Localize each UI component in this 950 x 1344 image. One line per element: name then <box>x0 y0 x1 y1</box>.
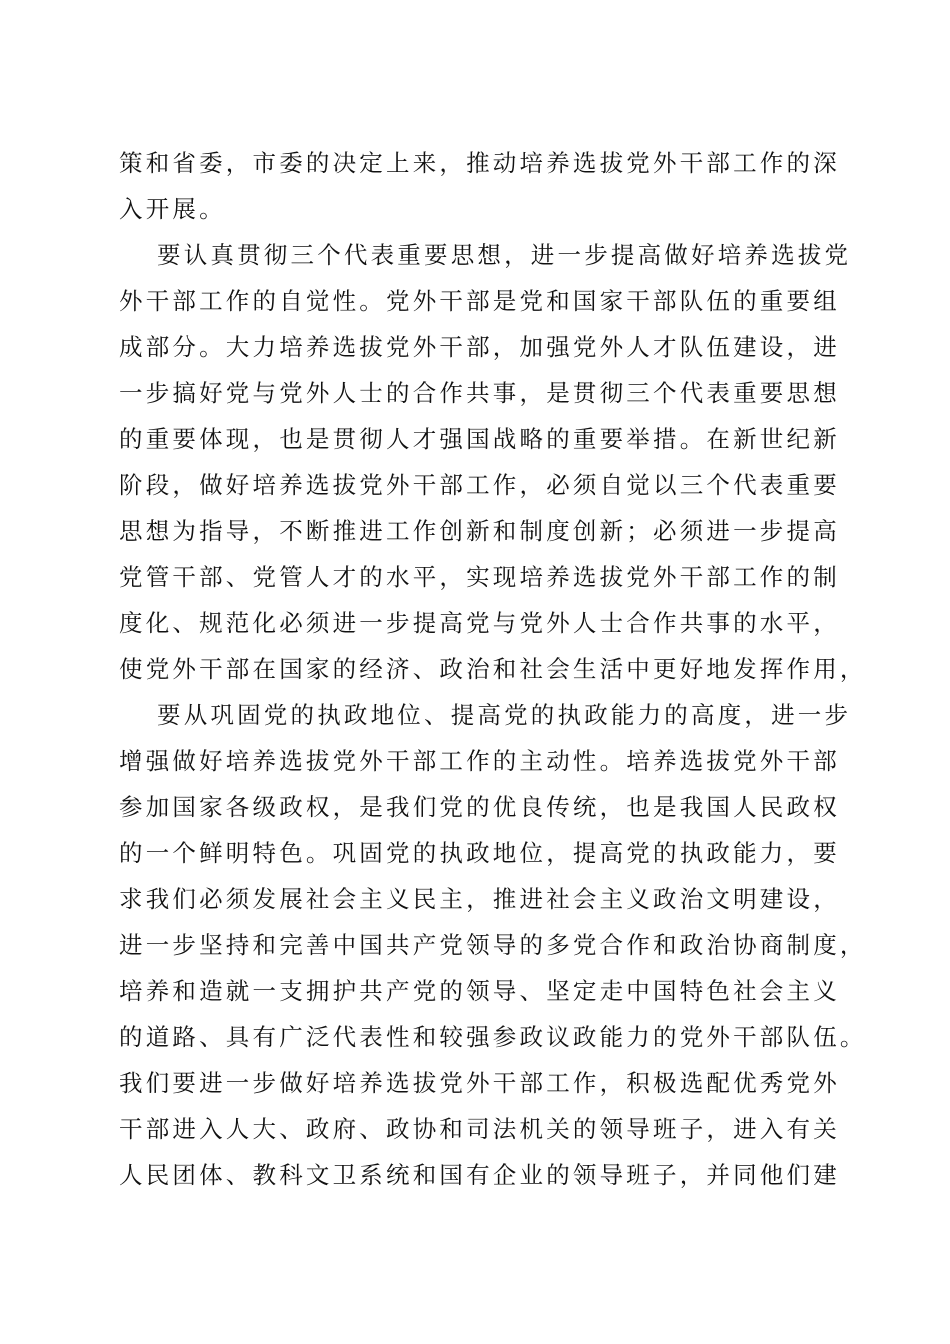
text-line: 人民团体、教科文卫系统和国有企业的领导班子，并同他们建 <box>119 1161 840 1189</box>
text-line: 的道路、具有广泛代表性和较强参政议政能力的党外干部队伍。 <box>119 1023 867 1051</box>
text-line: 干部进入人大、政府、政协和司法机关的领导班子，进入有关 <box>119 1115 840 1143</box>
text-line: 外干部工作的自觉性。党外干部是党和国家干部队伍的重要组 <box>119 287 840 315</box>
text-line: 思想为指导，不断推进工作创新和制度创新；必须进一步提高 <box>119 517 840 545</box>
text-line: 培养和造就一支拥护共产党的领导、坚定走中国特色社会主义 <box>119 977 840 1005</box>
text-line: 参加国家各级政权，是我们党的优良传统，也是我国人民政权 <box>119 793 840 821</box>
text-line: 增强做好培养选拔党外干部工作的主动性。培养选拔党外干部 <box>119 747 840 775</box>
body-text <box>119 140 867 1198</box>
text-line: 进一步坚持和完善中国共产党领导的多党合作和政治协商制度， <box>119 931 867 959</box>
text-line: 一步搞好党与党外人士的合作共事，是贯彻三个代表重要思想 <box>119 379 840 407</box>
text-line: 入开展。 <box>119 195 226 223</box>
text-line: 党管干部、党管人才的水平，实现培养选拔党外干部工作的制 <box>119 563 840 591</box>
text-line: 成部分。大力培养选拔党外干部，加强党外人才队伍建设，进 <box>119 333 840 361</box>
paragraph-first-line: 要认真贯彻三个代表重要思想，进一步提高做好培养选拔党 <box>157 241 852 269</box>
text-line: 的一个鲜明特色。巩固党的执政地位，提高党的执政能力，要 <box>119 839 840 867</box>
text-line: 阶段，做好培养选拔党外干部工作，必须自觉以三个代表重要 <box>119 471 840 499</box>
paragraph-first-line: 要从巩固党的执政地位、提高党的执政能力的高度，进一步 <box>157 701 852 729</box>
text-line: 的重要体现，也是贯彻人才强国战略的重要举措。在新世纪新 <box>119 425 840 453</box>
text-line: 求我们必须发展社会主义民主，推进社会主义政治文明建设， <box>119 885 840 913</box>
text-line: 我们要进一步做好培养选拔党外干部工作，积极选配优秀党外 <box>119 1069 840 1097</box>
text-line: 使党外干部在国家的经济、政治和社会生活中更好地发挥作用， <box>119 655 867 683</box>
text-line: 策和省委，市委的决定上来，推动培养选拔党外干部工作的深 <box>119 149 840 177</box>
text-line: 度化、规范化必须进一步提高党与党外人士合作共事的水平， <box>119 609 840 637</box>
